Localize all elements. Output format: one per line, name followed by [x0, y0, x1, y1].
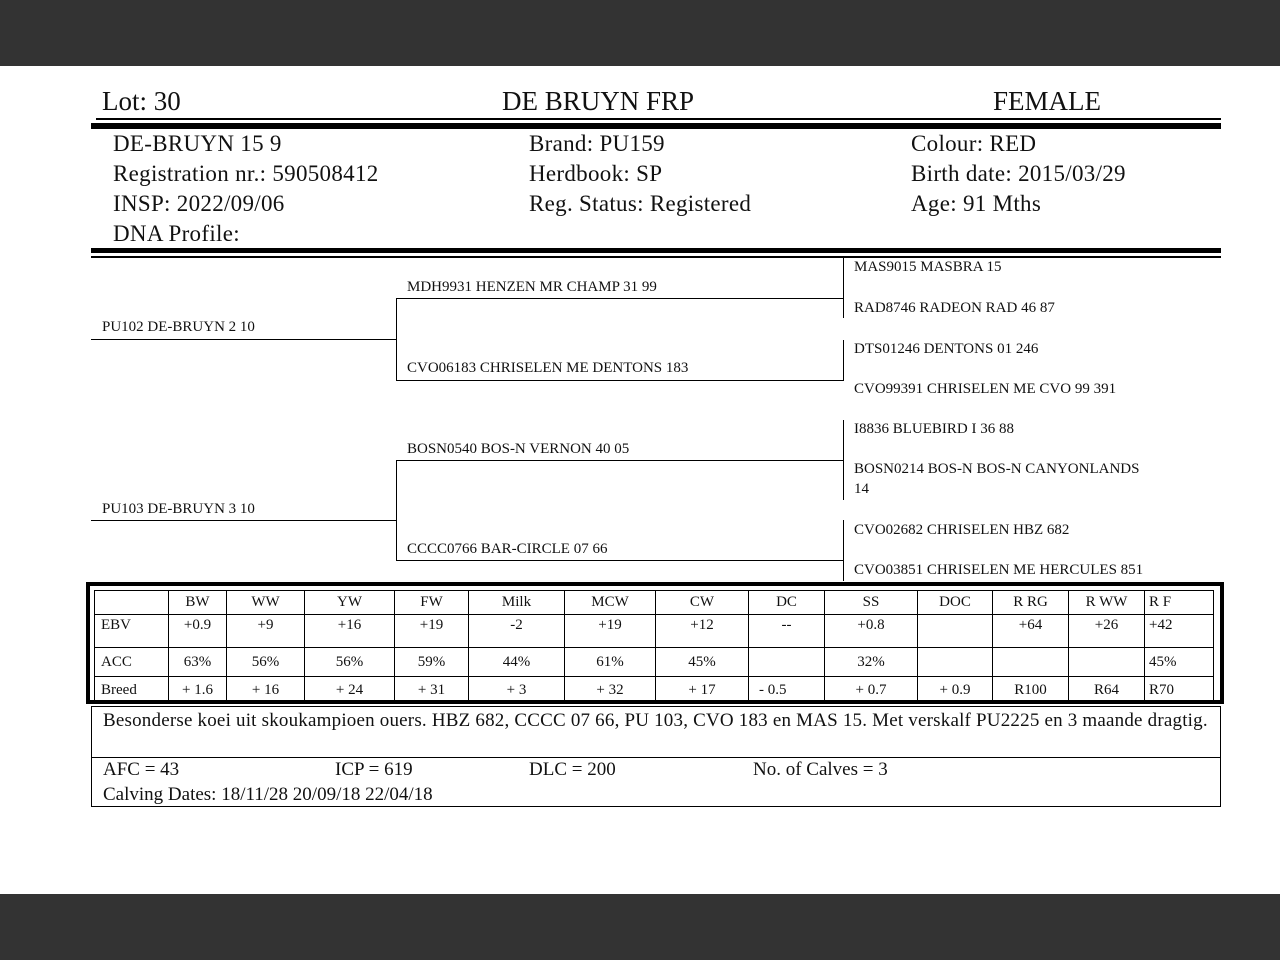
ebv-row-label: EBV — [95, 615, 169, 648]
pedigree-dam: PU103 DE-BRUYN 3 10 — [102, 501, 255, 517]
breed-cell: + 0.9 — [918, 677, 993, 704]
ebv-table — [94, 590, 1214, 704]
ebv-cell: +42 — [1145, 615, 1214, 648]
ebv-header-cell: MCW — [565, 591, 656, 615]
ebv-cell — [918, 615, 993, 648]
pedigree-line — [843, 520, 844, 581]
breed-cell: + 24 — [305, 677, 395, 704]
pedigree-line — [843, 340, 844, 380]
pedigree-dam-dam: CCCC0766 BAR-CIRCLE 07 66 — [407, 541, 608, 557]
pedigree-line — [396, 460, 844, 461]
calving-dates: Calving Dates: 18/11/28 20/09/18 22/04/18 — [103, 784, 433, 805]
ebv-cell: -2 — [469, 615, 565, 648]
header-thick-rule — [91, 123, 1221, 129]
calving-info-box — [91, 757, 1221, 807]
ebv-cell: +12 — [656, 615, 749, 648]
acc-cell — [918, 648, 993, 677]
ebv-cell: +9 — [227, 615, 305, 648]
acc-cell — [1069, 648, 1145, 677]
breed-cell: + 0.7 — [825, 677, 918, 704]
ebv-header-cell: BW — [169, 591, 227, 615]
ebv-value-row — [95, 615, 1214, 648]
acc-cell: 32% — [825, 648, 918, 677]
breed-cell: + 1.6 — [169, 677, 227, 704]
pedigree-dam-sire: BOSN0540 BOS-N VERNON 40 05 — [407, 441, 630, 457]
sex-label: FEMALE — [993, 86, 1101, 116]
registration-number: Registration nr.: 590508412 — [113, 161, 379, 186]
acc-cell: 56% — [305, 648, 395, 677]
breed-cell: + 31 — [395, 677, 469, 704]
ebv-header-cell: DC — [749, 591, 825, 615]
pedigree-line — [396, 460, 397, 561]
pedigree-line — [396, 380, 844, 381]
pedigree-line — [843, 258, 844, 318]
ebv-cell: +0.9 — [169, 615, 227, 648]
pedigree-sds: DTS01246 DENTONS 01 246 — [854, 341, 1039, 357]
colour: Colour: RED — [911, 131, 1037, 156]
ebv-cell: +16 — [305, 615, 395, 648]
bottom-letterbox-bar — [0, 894, 1280, 960]
birth-date: Birth date: 2015/03/29 — [911, 161, 1126, 186]
pedigree-ssd: RAD8746 RADEON RAD 46 87 — [854, 300, 1055, 316]
breed-row-label: Breed — [95, 677, 169, 704]
pedigree-sss: MAS9015 MASBRA 15 — [854, 259, 1002, 275]
ebv-cell: +19 — [395, 615, 469, 648]
ebv-header-cell: CW — [656, 591, 749, 615]
breed-cell: R70 — [1145, 677, 1214, 704]
ebv-header-cell: SS — [825, 591, 918, 615]
ebv-header-cell — [95, 591, 169, 615]
brand: Brand: PU159 — [529, 131, 665, 156]
inspection-date: INSP: 2022/09/06 — [113, 191, 285, 216]
ebv-header-cell: R WW — [1069, 591, 1145, 615]
lot-number: Lot: 30 — [102, 86, 181, 116]
pedigree-line — [91, 520, 396, 521]
pedigree-dsd-line2: 14 — [854, 481, 869, 497]
dna-profile: DNA Profile: — [113, 221, 240, 246]
pedigree-sire: PU102 DE-BRUYN 2 10 — [102, 319, 255, 335]
breed-average-row — [95, 677, 1214, 704]
acc-cell — [993, 648, 1069, 677]
pedigree-sire-dam: CVO06183 CHRISELEN ME DENTONS 183 — [407, 360, 689, 376]
pedigree-dds: CVO02682 CHRISELEN HBZ 682 — [854, 522, 1070, 538]
ebv-header-cell: DOC — [918, 591, 993, 615]
ebv-header-cell: Milk — [469, 591, 565, 615]
ebv-cell: -- — [749, 615, 825, 648]
ebv-header-cell: YW — [305, 591, 395, 615]
acc-cell: 44% — [469, 648, 565, 677]
pedigree-sdd: CVO99391 CHRISELEN ME CVO 99 391 — [854, 381, 1117, 397]
acc-cell: 45% — [1145, 648, 1214, 677]
breed-cell: + 3 — [469, 677, 565, 704]
breed-cell: + 32 — [565, 677, 656, 704]
accuracy-row — [95, 648, 1214, 677]
pedigree-line — [91, 339, 396, 340]
calves-count: No. of Calves = 3 — [753, 759, 888, 780]
pedigree-line — [396, 299, 397, 381]
pedigree-ddd: CVO03851 CHRISELEN ME HERCULES 851 — [854, 562, 1144, 578]
afc-value: AFC = 43 — [103, 759, 180, 780]
ebv-cell: +26 — [1069, 615, 1145, 648]
animal-name: DE-BRUYN 15 9 — [113, 131, 282, 156]
ebv-header-cell: R RG — [993, 591, 1069, 615]
breed-cell: - 0.5 — [749, 677, 825, 704]
ebv-cell: +19 — [565, 615, 656, 648]
ebv-header-cell: FW — [395, 591, 469, 615]
info-thin-rule — [91, 256, 1221, 258]
ebv-header-cell: WW — [227, 591, 305, 615]
ebv-cell: +64 — [993, 615, 1069, 648]
acc-cell — [749, 648, 825, 677]
age: Age: 91 Mths — [911, 191, 1042, 216]
herdbook: Herdbook: SP — [529, 161, 663, 186]
dlc-value: DLC = 200 — [529, 759, 616, 780]
acc-cell: 56% — [227, 648, 305, 677]
info-thick-rule — [91, 248, 1221, 253]
pedigree-line — [396, 298, 844, 299]
acc-cell: 45% — [656, 648, 749, 677]
pedigree-sire-sire: MDH9931 HENZEN MR CHAMP 31 99 — [407, 279, 657, 295]
acc-cell: 63% — [169, 648, 227, 677]
breed-cell: R100 — [993, 677, 1069, 704]
top-letterbox-bar — [0, 0, 1280, 66]
acc-cell: 61% — [565, 648, 656, 677]
comment-text: Besonderse koei uit skoukampioen ouers. HBZ 682, CCCC 07 66, PU 103, CVO 183 en MAS 15. Met verskalf PU2225 en 3 maande dragtig. — [103, 710, 1208, 731]
registration-status: Reg. Status: Registered — [529, 191, 752, 216]
header-thin-rule — [96, 118, 1221, 120]
pedigree-line — [843, 420, 844, 500]
ebv-cell: +0.8 — [825, 615, 918, 648]
breed-cell: + 17 — [656, 677, 749, 704]
pedigree-dss: I8836 BLUEBIRD I 36 88 — [854, 421, 1014, 437]
breeder-name: DE BRUYN FRP — [502, 86, 695, 116]
ebv-header-cell: R F — [1145, 591, 1214, 615]
comment-box — [91, 706, 1221, 758]
breed-cell: + 16 — [227, 677, 305, 704]
acc-row-label: ACC — [95, 648, 169, 677]
icp-value: ICP = 619 — [335, 759, 413, 780]
pedigree-line — [396, 560, 844, 561]
ebv-header-row — [95, 591, 1214, 615]
breed-cell: R64 — [1069, 677, 1145, 704]
pedigree-dsd: BOSN0214 BOS-N BOS-N CANYONLANDS — [854, 461, 1140, 477]
acc-cell: 59% — [395, 648, 469, 677]
